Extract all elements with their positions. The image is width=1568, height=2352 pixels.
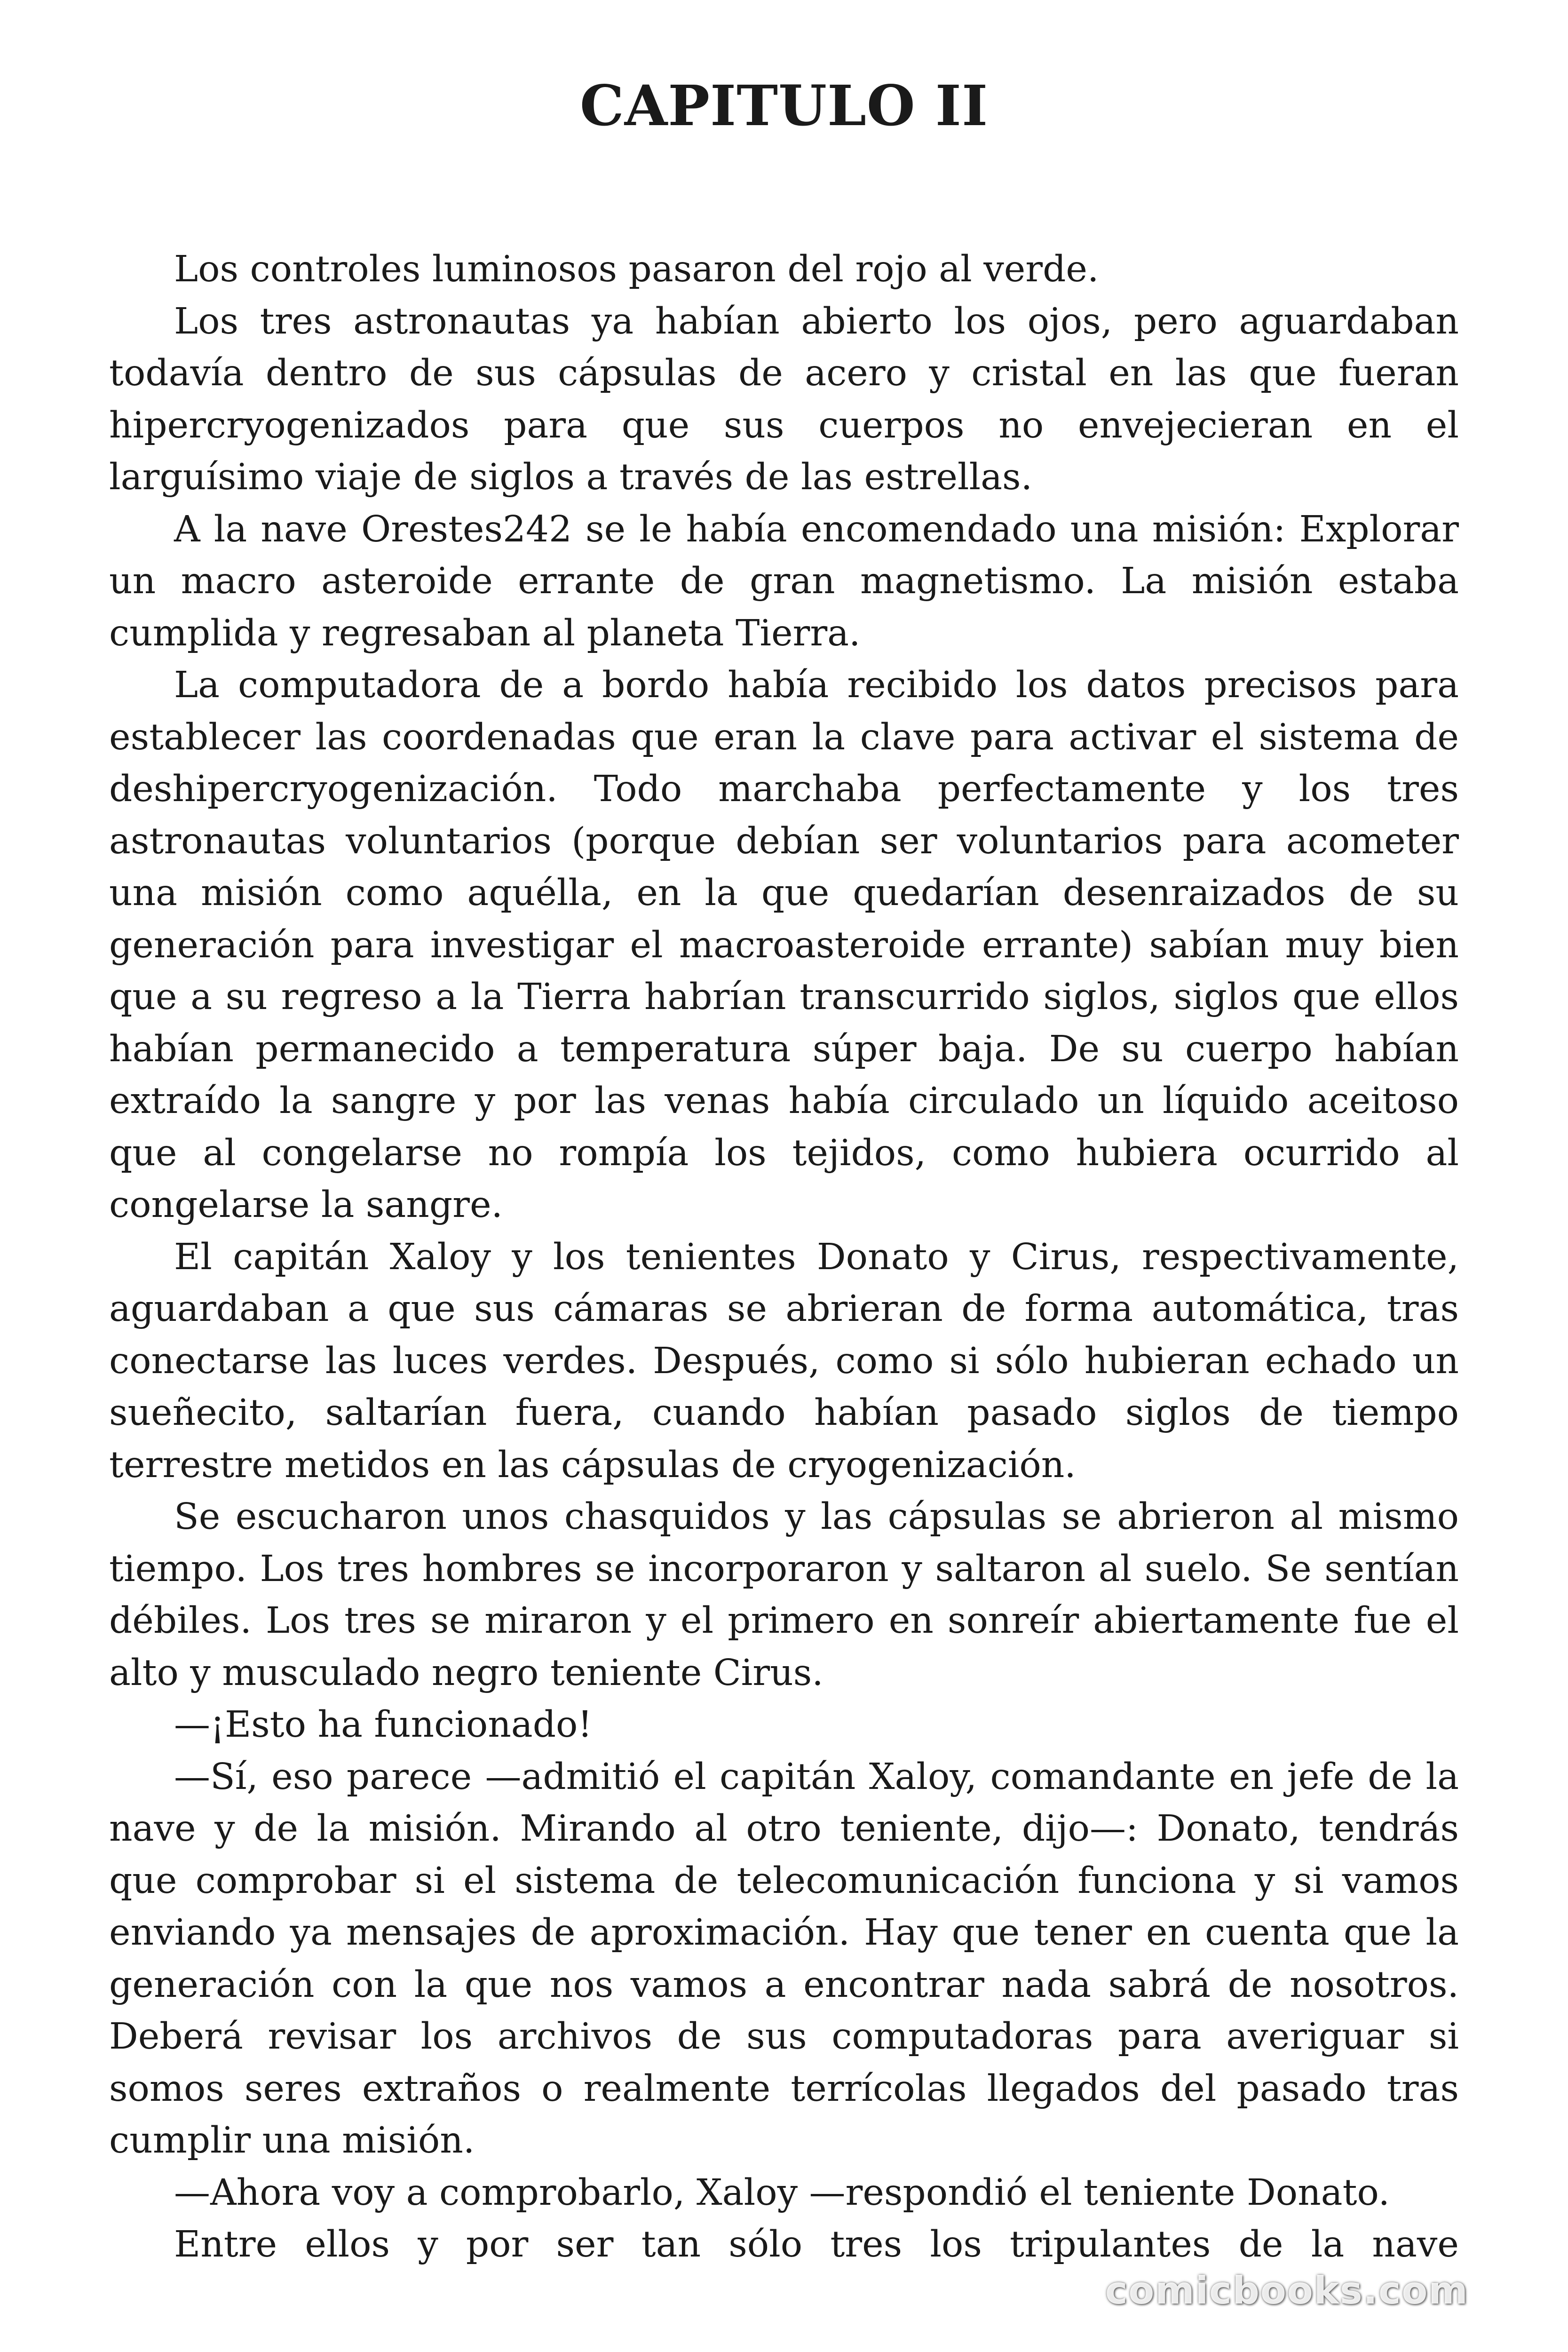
chapter-body bbox=[109, 244, 1459, 2271]
paragraph: La computadora de a bordo había recibido los datos precisos para establecer las coordenadas que eran la clave para activar el sistema de deshipercryogenización. Todo marchaba perfectamente y los tres astronautas voluntarios (porque debían ser voluntarios para acometer una misión como aquélla, en la que quedarían desenraizados de su generación para investigar el macroasteroide errante) sabían muy bien que a su regreso a la Tierra habrían transcurrido siglos, siglos que ellos habían permanecido a temperatura súper baja. De su cuerpo habían extraído la sangre y por las venas había circulado un líquido aceitoso que al congelarse no rompía los tejidos, como hubiera ocurrido al congelarse la sangre. bbox=[109, 664, 1459, 1226]
paragraph: Los controles luminosos pasaron del rojo al verde. bbox=[174, 248, 1099, 290]
paragraph: Entre ellos y por ser tan sólo tres los tripulantes de la nave bbox=[174, 2224, 1459, 2265]
watermark-text: comicbooks.com bbox=[1105, 2269, 1469, 2312]
paragraph: Se escucharon unos chasquidos y las cápsulas se abrieron al mismo tiempo. Los tres hombres se incorporaron y saltaron al suelo. Se sentían débiles. Los tres se miraron y el primero en sonreír abiertamente fue el alto y musculado negro teniente Cirus. bbox=[109, 1496, 1459, 1694]
paragraph: A la nave Orestes242 se le había encomendado una misión: Explorar un macro asteroide errante de gran magnetismo. La misión estaba cumplida y regresaban al planeta Tierra. bbox=[109, 508, 1459, 654]
paragraph: El capitán Xaloy y los tenientes Donato y Cirus, respectivamente, aguardaban a que sus cámaras se abrieran de forma automática, tras conectarse las luces verdes. Después, como si sólo hubieran echado un sueñecito, saltarían fuera, cuando habían pasado siglos de tiempo terrestre metidos en las cápsulas de cryogenización. bbox=[109, 1236, 1459, 1486]
paragraph: Los tres astronautas ya habían abierto los ojos, pero aguardaban todavía dentro de sus cápsulas de acero y cristal en las que fueran hipercryogenizados para que sus cuerpos no envejecieran en el larguísimo viaje de siglos a través de las estrellas. bbox=[109, 300, 1459, 498]
dialogue-line: —Sí, eso parece —admitió el capitán Xaloy, comandante en jefe de la nave y de la misión. Mirando al otro teniente, dijo—: Donato, tendrás que comprobar si el sistema de telecomunicación funciona y si vamos enviando ya mensajes de aproximación. Hay que tener en cuenta que la generación con la que nos vamos a encontrar nada sabrá de nosotros. Deberá revisar los archivos de sus computadoras para averiguar si somos seres extraños o realmente terrícolas llegados del pasado tras cumplir una misión. bbox=[109, 1756, 1459, 2161]
dialogue-line: —¡Esto ha funcionado! bbox=[174, 1704, 593, 1746]
chapter-title: CAPITULO II bbox=[579, 73, 989, 138]
dialogue-line: —Ahora voy a comprobarlo, Xaloy —respondió el teniente Donato. bbox=[174, 2171, 1390, 2214]
